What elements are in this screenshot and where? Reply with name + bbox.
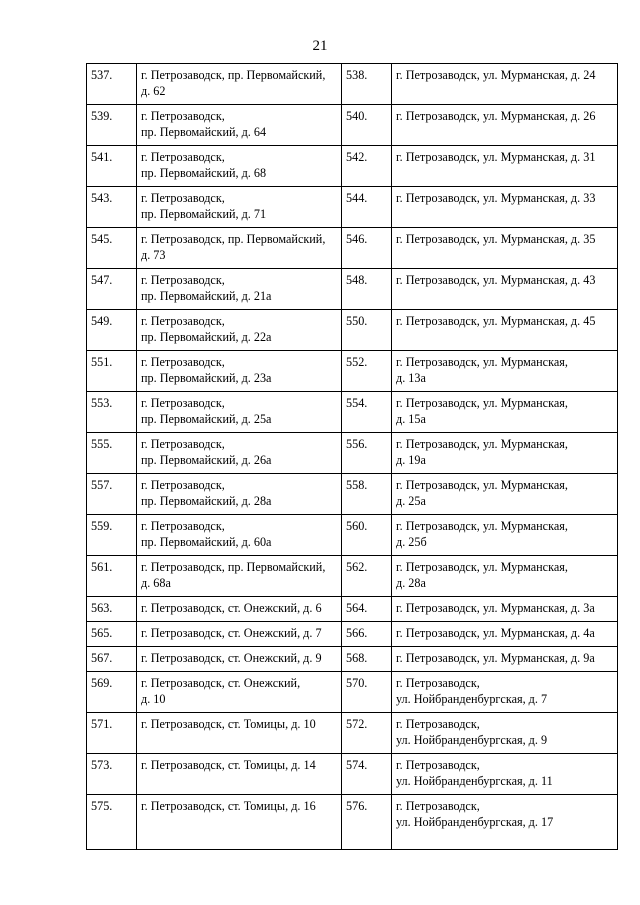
address-line: г. Петрозаводск, (141, 314, 225, 328)
row-number-right: 554. (342, 392, 392, 433)
row-number-right: 558. (342, 474, 392, 515)
row-number-right: 548. (342, 269, 392, 310)
address-line: г. Петрозаводск, ул. Мурманская, д. 45 (396, 314, 596, 328)
address-line: г. Петрозаводск, (141, 437, 225, 451)
address-line: г. Петрозаводск, ул. Мурманская, (396, 355, 568, 369)
row-number-left: 551. (87, 351, 137, 392)
address-left (137, 597, 342, 622)
row-number-left: 575. (87, 795, 137, 850)
address-line: г. Петрозаводск, (396, 676, 480, 690)
address-line: г. Петрозаводск, ст. Томицы, д. 16 (141, 799, 316, 813)
row-number-right: 546. (342, 228, 392, 269)
address-line: г. Петрозаводск, ул. Мурманская, (396, 437, 568, 451)
address-right (392, 597, 618, 622)
address-line: г. Петрозаводск, ул. Мурманская, (396, 396, 568, 410)
row-number-right: 538. (342, 64, 392, 105)
address-line: г. Петрозаводск, (141, 109, 225, 123)
row-number-right: 568. (342, 647, 392, 672)
address-line: г. Петрозаводск, ул. Мурманская, (396, 519, 568, 533)
table-row (87, 187, 618, 228)
row-number-left: 539. (87, 105, 137, 146)
address-line: г. Петрозаводск, ул. Мурманская, (396, 478, 568, 492)
address-right (392, 64, 618, 105)
address-line: г. Петрозаводск, (141, 519, 225, 533)
table-row (87, 310, 618, 351)
address-line: г. Петрозаводск, ул. Мурманская, д. 33 (396, 191, 596, 205)
address-line: г. Петрозаводск, ул. Мурманская, (396, 560, 568, 574)
address-line: г. Петрозаводск, ул. Мурманская, д. 24 (396, 68, 596, 82)
table-row (87, 713, 618, 754)
address-line: г. Петрозаводск, ст. Онежский, д. 6 (141, 601, 322, 615)
table-row (87, 228, 618, 269)
address-right (392, 515, 618, 556)
address-line: г. Петрозаводск, (141, 191, 225, 205)
address-left (137, 672, 342, 713)
address-right (392, 556, 618, 597)
address-line: д. 13а (396, 371, 426, 385)
row-number-right: 556. (342, 433, 392, 474)
address-right (392, 754, 618, 795)
address-left (137, 647, 342, 672)
address-line: г. Петрозаводск, ул. Мурманская, д. 43 (396, 273, 596, 287)
address-left (137, 146, 342, 187)
address-right (392, 146, 618, 187)
address-line: д. 73 (141, 248, 166, 262)
row-number-left: 553. (87, 392, 137, 433)
address-right (392, 713, 618, 754)
row-number-right: 566. (342, 622, 392, 647)
address-left (137, 269, 342, 310)
table-row (87, 795, 618, 850)
table-row (87, 392, 618, 433)
table-row (87, 597, 618, 622)
address-right (392, 310, 618, 351)
address-line: ул. Нойбранденбургская, д. 11 (396, 774, 553, 788)
table-row (87, 672, 618, 713)
address-right (392, 433, 618, 474)
address-line: пр. Первомайский, д. 71 (141, 207, 267, 221)
row-number-left: 541. (87, 146, 137, 187)
address-line: пр. Первомайский, д. 60а (141, 535, 272, 549)
address-left (137, 228, 342, 269)
address-line: г. Петрозаводск, (396, 799, 480, 813)
address-right (392, 647, 618, 672)
row-number-left: 555. (87, 433, 137, 474)
row-number-left: 561. (87, 556, 137, 597)
address-left (137, 105, 342, 146)
row-number-right: 572. (342, 713, 392, 754)
address-line: г. Петрозаводск, (141, 273, 225, 287)
table-row (87, 515, 618, 556)
address-line: пр. Первомайский, д. 26а (141, 453, 272, 467)
row-number-left: 557. (87, 474, 137, 515)
address-line: г. Петрозаводск, ст. Онежский, (141, 676, 301, 690)
table-row (87, 754, 618, 795)
address-left (137, 187, 342, 228)
address-left (137, 515, 342, 556)
row-number-left: 567. (87, 647, 137, 672)
table-row (87, 269, 618, 310)
row-number-left: 563. (87, 597, 137, 622)
address-right (392, 795, 618, 850)
address-line: пр. Первомайский, д. 68 (141, 166, 267, 180)
page-number: 21 (312, 38, 328, 54)
address-line: г. Петрозаводск, ул. Мурманская, д. 31 (396, 150, 596, 164)
row-number-left: 559. (87, 515, 137, 556)
row-number-left: 571. (87, 713, 137, 754)
address-left (137, 795, 342, 850)
address-line: г. Петрозаводск, ст. Томицы, д. 10 (141, 717, 316, 731)
address-line: ул. Нойбранденбургская, д. 9 (396, 733, 548, 747)
address-line: д. 28а (396, 576, 426, 590)
address-left (137, 754, 342, 795)
address-line: г. Петрозаводск, (396, 758, 480, 772)
address-line: г. Петрозаводск, ст. Томицы, д. 14 (141, 758, 316, 772)
address-line: г. Петрозаводск, (141, 355, 225, 369)
row-number-left: 549. (87, 310, 137, 351)
address-right (392, 622, 618, 647)
address-line: пр. Первомайский, д. 22а (141, 330, 272, 344)
row-number-left: 569. (87, 672, 137, 713)
address-table-body (87, 64, 618, 850)
address-line: г. Петрозаводск, ст. Онежский, д. 7 (141, 626, 322, 640)
row-number-right: 576. (342, 795, 392, 850)
address-line: пр. Первомайский, д. 25а (141, 412, 272, 426)
address-right (392, 228, 618, 269)
address-line: пр. Первомайский, д. 64 (141, 125, 267, 139)
address-line: г. Петрозаводск, ст. Онежский, д. 9 (141, 651, 322, 665)
address-left (137, 310, 342, 351)
table-row (87, 647, 618, 672)
row-number-left: 573. (87, 754, 137, 795)
row-number-right: 540. (342, 105, 392, 146)
address-line: г. Петрозаводск, ул. Мурманская, д. 4а (396, 626, 595, 640)
table-row (87, 433, 618, 474)
address-right (392, 187, 618, 228)
address-line: д. 68а (141, 576, 171, 590)
address-line: г. Петрозаводск, ул. Мурманская, д. 9а (396, 651, 595, 665)
address-line: г. Петрозаводск, (396, 717, 480, 731)
row-number-left: 537. (87, 64, 137, 105)
address-line: пр. Первомайский, д. 23а (141, 371, 272, 385)
address-line: пр. Первомайский, д. 28а (141, 494, 272, 508)
address-line: д. 62 (141, 84, 166, 98)
address-left (137, 556, 342, 597)
address-left (137, 64, 342, 105)
address-left (137, 713, 342, 754)
address-right (392, 105, 618, 146)
address-line: г. Петрозаводск, (141, 478, 225, 492)
table-row (87, 105, 618, 146)
table-row (87, 351, 618, 392)
address-right (392, 392, 618, 433)
row-number-right: 542. (342, 146, 392, 187)
address-line: д. 25а (396, 494, 426, 508)
address-line: г. Петрозаводск, (141, 150, 225, 164)
address-right (392, 672, 618, 713)
row-number-right: 570. (342, 672, 392, 713)
address-line: д. 10 (141, 692, 166, 706)
row-number-left: 545. (87, 228, 137, 269)
table-row (87, 146, 618, 187)
row-number-left: 543. (87, 187, 137, 228)
address-table (86, 63, 618, 850)
address-right (392, 474, 618, 515)
table-row (87, 474, 618, 515)
address-line: г. Петрозаводск, ул. Мурманская, д. 26 (396, 109, 596, 123)
address-right (392, 269, 618, 310)
address-line: г. Петрозаводск, пр. Первомайский, (141, 232, 326, 246)
address-left (137, 351, 342, 392)
row-number-right: 550. (342, 310, 392, 351)
row-number-left: 565. (87, 622, 137, 647)
address-left (137, 474, 342, 515)
address-line: г. Петрозаводск, ул. Мурманская, д. 35 (396, 232, 596, 246)
address-line: ул. Нойбранденбургская, д. 7 (396, 692, 548, 706)
table-row (87, 622, 618, 647)
address-line: г. Петрозаводск, пр. Первомайский, (141, 68, 326, 82)
address-line: д. 25б (396, 535, 427, 549)
address-left (137, 433, 342, 474)
row-number-right: 564. (342, 597, 392, 622)
row-number-right: 560. (342, 515, 392, 556)
row-number-right: 562. (342, 556, 392, 597)
address-left (137, 622, 342, 647)
row-number-left: 547. (87, 269, 137, 310)
row-number-right: 552. (342, 351, 392, 392)
row-number-right: 574. (342, 754, 392, 795)
table-row (87, 64, 618, 105)
address-line: ул. Нойбранденбургская, д. 17 (396, 815, 554, 829)
row-number-right: 544. (342, 187, 392, 228)
address-right (392, 351, 618, 392)
table-row (87, 556, 618, 597)
address-line: пр. Первомайский, д. 21а (141, 289, 272, 303)
address-line: г. Петрозаводск, пр. Первомайский, (141, 560, 326, 574)
address-line: г. Петрозаводск, ул. Мурманская, д. 3а (396, 601, 595, 615)
address-line: д. 15а (396, 412, 426, 426)
address-left (137, 392, 342, 433)
address-line: г. Петрозаводск, (141, 396, 225, 410)
address-line: д. 19а (396, 453, 426, 467)
